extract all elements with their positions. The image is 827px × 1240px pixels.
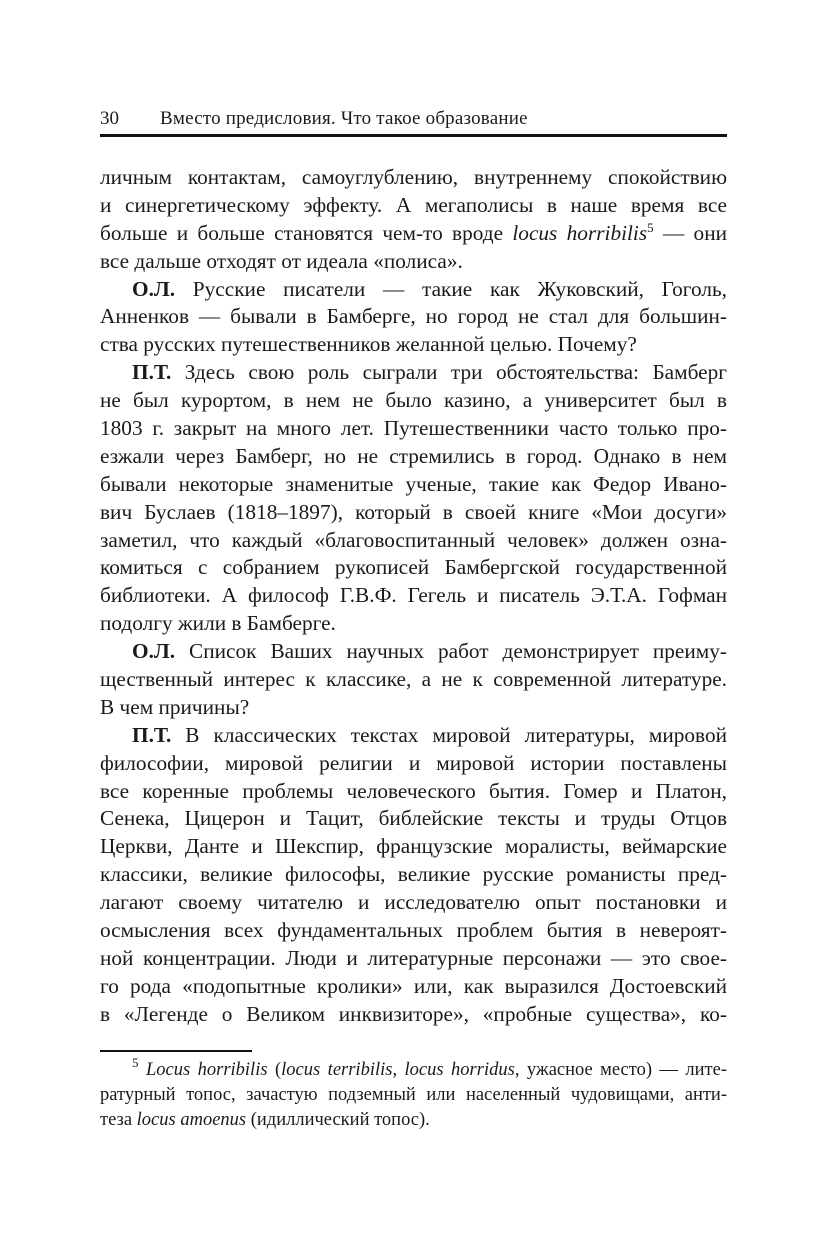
text-run: Анненков — бывали в Бамберге, но город не стал для большин- (100, 304, 727, 329)
text-line (100, 945, 727, 973)
text-line (100, 805, 727, 833)
text-line (100, 638, 727, 666)
main-text (100, 164, 727, 1029)
text-line (100, 331, 727, 359)
latin-term: Locus horribilis (145, 1060, 268, 1080)
text-run: все коренные проблемы человеческого бытия. Гомер и Платон, (100, 778, 727, 803)
latin-term: locus amoenus (136, 1110, 247, 1130)
footnote-marker: 5 (132, 1055, 139, 1070)
text-run: ратурный топос, зачастую подземный или населенный чудовищами, анти- (100, 1085, 727, 1105)
page-number: 30 (100, 108, 119, 129)
text-run: больше и больше становятся чем-то вроде (100, 220, 513, 245)
text-run: Здесь свою роль сыграли три обстоятельства: Бамберг (171, 360, 727, 385)
text-run (139, 1060, 146, 1080)
text-line (100, 861, 727, 889)
footnote-line (100, 1083, 727, 1108)
text-line (100, 471, 727, 499)
text-run: ( (267, 1060, 282, 1080)
text-run: щественный интерес к классике, а не к современной литературе. (100, 667, 727, 692)
text-run: го рода «подопытные кролики» или, как выразился Достоевский (100, 973, 727, 998)
footnote-marker: 5 (647, 219, 654, 235)
text-run: библиотеки. А философ Г.В.Ф. Гегель и писатель Э.Т.А. Гофман (100, 583, 727, 608)
text-run: в «Легенде о Великом инквизиторе», «пробные существа», ко- (100, 1001, 727, 1026)
text-run: классики, великие философы, великие русские романисты пред- (100, 862, 727, 887)
latin-term: locus terribilis (281, 1060, 393, 1080)
text-line (100, 554, 727, 582)
text-run: , (392, 1060, 405, 1080)
latin-term: locus horribilis (512, 220, 648, 245)
text-run: все дальше отходят от идеала «полиса». (100, 248, 463, 273)
footnote-separator (100, 1050, 252, 1052)
running-title: Вместо предисловия. Что такое образование (160, 108, 528, 129)
text-run: и синергетическому эффекту. А мегаполисы в наше время все (100, 192, 727, 217)
latin-term: locus horridus (404, 1060, 515, 1080)
text-run: лагают своему читателю и исследователю опыт постановки и (100, 890, 727, 915)
text-run: осмысления всех фундаментальных проблем бытия в невероят- (100, 918, 727, 943)
footnote (100, 1055, 728, 1133)
text-line (100, 694, 727, 722)
speaker-label: О.Л. (132, 276, 176, 301)
text-run: езжали через Бамберг, но не стремились в город. Однако в нем (100, 443, 727, 468)
text-line (100, 499, 727, 527)
text-line (100, 387, 727, 415)
text-run: ной концентрации. Люди и литературные персонажи — это свое- (100, 945, 727, 970)
text-run: не был курортом, в нем не было казино, а университет был в (100, 388, 727, 413)
text-line (100, 722, 727, 750)
text-run: комиться с собранием рукописей Бамбергской государственной (100, 555, 727, 580)
text-line (100, 164, 727, 192)
footnote-line (100, 1055, 728, 1083)
speaker-label: П.Т. (132, 360, 172, 385)
text-line (100, 220, 727, 248)
text-run: 1803 г. закрыт на много лет. Путешественники часто только про- (100, 416, 727, 441)
text-run: , ужасное место) — лите- (514, 1060, 728, 1080)
text-run: Список Ваших научных работ демонстрирует преиму- (175, 639, 727, 664)
text-line (100, 443, 727, 471)
text-run: бывали некоторые знаменитые ученые, такие как Федор Ивано- (100, 471, 727, 496)
text-run: В чем причины? (100, 694, 250, 719)
text-line (100, 276, 727, 304)
text-line (100, 610, 727, 638)
text-run: ства русских путешественников желанной целью. Почему? (100, 332, 637, 357)
text-run: теза (100, 1110, 137, 1130)
text-line (100, 778, 727, 806)
running-header (100, 108, 727, 137)
speaker-label: П.Т. (132, 722, 172, 747)
text-run: — они (653, 220, 727, 245)
text-line (100, 359, 727, 387)
text-run: вич Буслаев (1818–1897), который в своей книге «Мои досуги» (100, 499, 727, 524)
text-run: Русские писатели — такие как Жуковский, Гоголь, (175, 276, 727, 301)
text-run: подолгу жили в Бамберге. (100, 611, 336, 636)
text-line (100, 1001, 727, 1029)
text-line (100, 192, 727, 220)
text-line (100, 917, 727, 945)
text-line (100, 527, 727, 555)
footnote-line (100, 1108, 727, 1133)
speaker-label: О.Л. (132, 639, 176, 664)
text-run: философии, мировой религии и мировой истории поставлены (100, 750, 727, 775)
text-run: В классических текстах мировой литературы, мировой (171, 722, 727, 747)
text-line (100, 415, 727, 443)
text-line (100, 303, 727, 331)
text-run: Сенека, Цицерон и Тацит, библейские тексты и труды Отцов (100, 806, 727, 831)
text-line (100, 889, 727, 917)
text-line (100, 582, 727, 610)
text-line (100, 973, 727, 1001)
text-run: Церкви, Данте и Шекспир, французские моралисты, веймарские (100, 834, 727, 859)
text-run: личным контактам, самоуглублению, внутреннему спокойствию (100, 165, 727, 189)
text-run: заметил, что каждый «благовоспитанный человек» должен озна- (100, 527, 727, 552)
text-run: (идиллический топос). (246, 1110, 430, 1130)
text-line (100, 750, 727, 778)
text-line (100, 666, 727, 694)
text-line (100, 248, 727, 276)
text-line (100, 833, 727, 861)
